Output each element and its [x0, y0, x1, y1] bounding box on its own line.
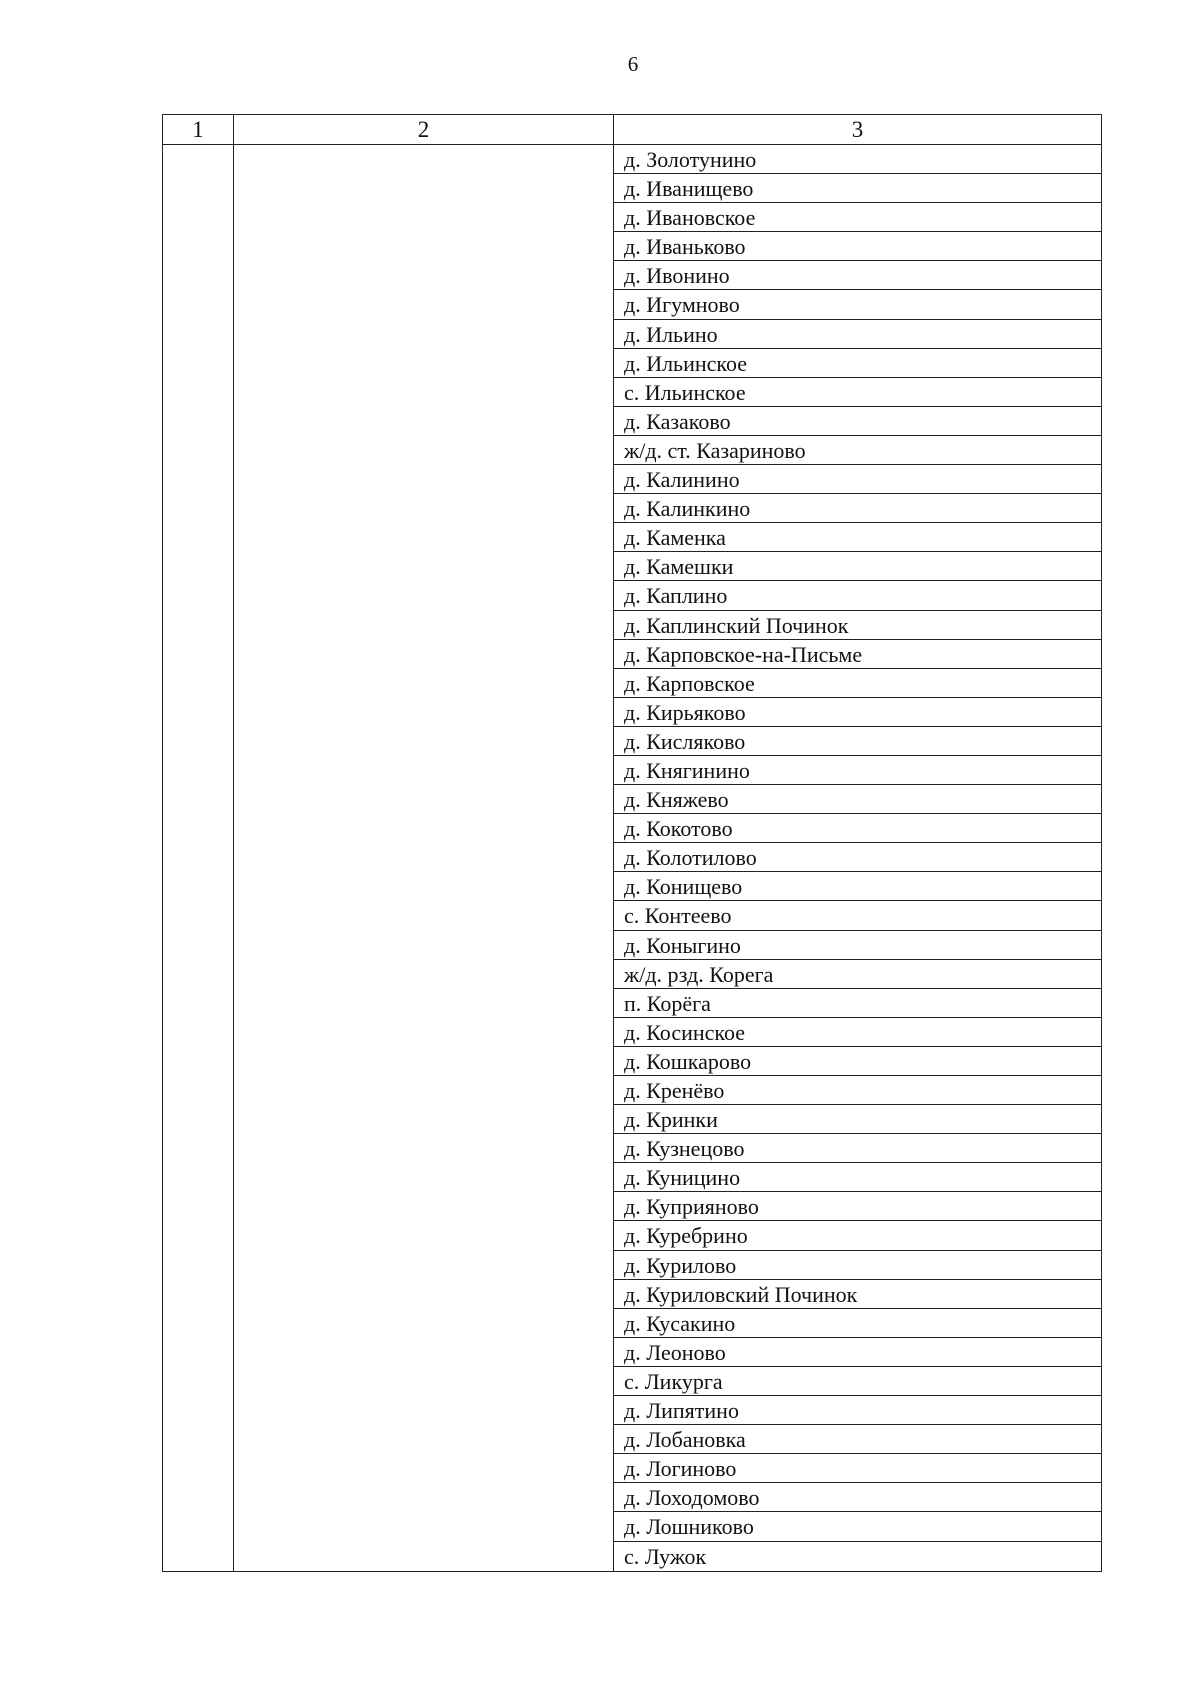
settlement-row: д. Казаково [614, 407, 1101, 436]
settlement-row: д. Каменка [614, 523, 1101, 552]
settlement-row: д. Леоново [614, 1338, 1101, 1367]
settlement-row: д. Иваньково [614, 232, 1101, 261]
settlement-row: д. Княгинино [614, 756, 1101, 785]
settlement-row: д. Куницино [614, 1163, 1101, 1192]
settlement-row: д. Лоходомово [614, 1483, 1101, 1512]
settlement-row: д. Ильинское [614, 349, 1101, 378]
settlement-row: д. Карповское-на-Письме [614, 640, 1101, 669]
settlement-row: д. Кошкарово [614, 1047, 1101, 1076]
settlement-row: д. Калинино [614, 465, 1101, 494]
settlement-row: ж/д. рзд. Корега [614, 960, 1101, 989]
header-col-3: 3 [851, 117, 864, 142]
settlement-row: д. Золотунино [614, 145, 1101, 174]
body-col-1-empty [163, 145, 234, 1571]
settlement-row: д. Кусакино [614, 1309, 1101, 1338]
settlement-row: д. Камешки [614, 552, 1101, 581]
settlements-table [162, 114, 1102, 1572]
settlement-row: п. Корёга [614, 989, 1101, 1018]
table-body [163, 145, 1101, 1571]
settlement-row: д. Каплино [614, 581, 1101, 610]
settlement-row: с. Контеево [614, 901, 1101, 930]
settlement-row: д. Кузнецово [614, 1134, 1101, 1163]
header-col-2: 2 [234, 115, 614, 144]
settlement-row: с. Ильинское [614, 378, 1101, 407]
settlement-row: д. Коныгино [614, 931, 1101, 960]
settlement-row: д. Каплинский Починок [614, 611, 1101, 640]
settlement-row: д. Кокотово [614, 814, 1101, 843]
settlement-row: с. Лужок [624, 1543, 707, 1569]
settlement-row: д. Логиново [614, 1454, 1101, 1483]
settlement-row: д. Конищево [614, 872, 1101, 901]
settlement-row: д. Кринки [614, 1105, 1101, 1134]
settlement-row: д. Курилово [614, 1251, 1101, 1280]
settlement-row: д. Куребрино [614, 1221, 1101, 1250]
settlement-row: д. Иванищево [614, 174, 1101, 203]
settlement-row: д. Лобановка [614, 1425, 1101, 1454]
settlement-row: д. Лошниково [614, 1512, 1101, 1541]
settlement-row: д. Липятино [614, 1396, 1101, 1425]
settlement-row: д. Колотилово [614, 843, 1101, 872]
settlement-row: д. Калинкино [614, 494, 1101, 523]
page-number: 6 [627, 52, 639, 76]
body-col-2-empty [234, 145, 614, 1571]
settlement-row: д. Куприяново [614, 1192, 1101, 1221]
settlement-row: с. Ликурга [614, 1367, 1101, 1396]
settlement-row: д. Ивонино [614, 261, 1101, 290]
table-header-row [163, 115, 1101, 145]
settlement-row: ж/д. ст. Казариново [614, 436, 1101, 465]
settlement-row: д. Косинское [614, 1018, 1101, 1047]
settlement-row: д. Кренёво [614, 1076, 1101, 1105]
settlement-row: д. Куриловский Починок [614, 1280, 1101, 1309]
settlement-list [614, 145, 1101, 1571]
settlement-row: д. Ильино [614, 320, 1101, 349]
settlement-row: д. Кисляково [614, 727, 1101, 756]
header-col-1: 1 [163, 115, 234, 144]
settlement-row: д. Игумново [614, 290, 1101, 319]
settlement-row: д. Карповское [614, 669, 1101, 698]
settlement-row: д. Княжево [614, 785, 1101, 814]
settlement-row: д. Ивановское [614, 203, 1101, 232]
settlement-row: д. Кирьяково [614, 698, 1101, 727]
